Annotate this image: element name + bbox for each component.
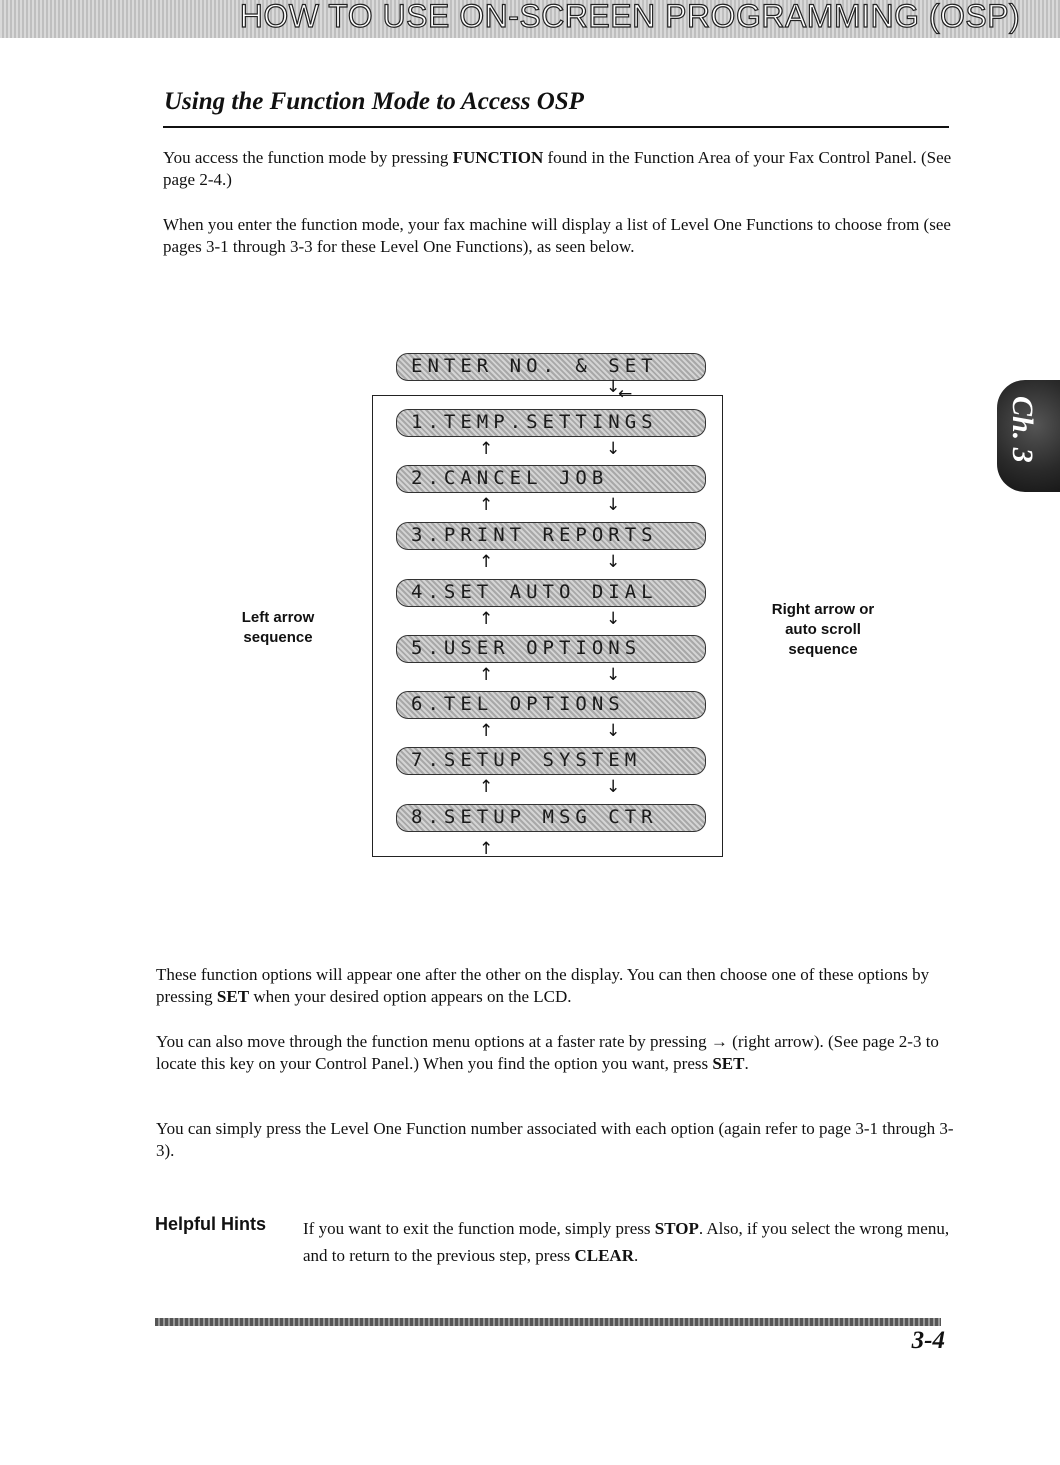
left-arrow-sequence-label: Left arrow sequence [241, 609, 315, 646]
down-arrow-icon: ↓ [606, 377, 621, 397]
up-arrow-icon: ↑ [479, 839, 494, 859]
lcd-prompt: ENTER NO. & SET [396, 353, 706, 381]
intro-paragraph-1: You access the function mode by pressing FUNCTION found in the Function Area of your Fax Control Panel. (See page 2-4.) [163, 148, 952, 189]
lcd-menu-item: 1.TEMP.SETTINGS [396, 409, 706, 437]
down-arrow-icon: ↓ [606, 609, 621, 629]
section-rule [163, 126, 949, 128]
lcd-menu-item: 6.TEL OPTIONS [396, 691, 706, 719]
lcd-menu-item: 8.SETUP MSG CTR [396, 804, 706, 832]
up-arrow-icon: ↑ [479, 439, 494, 459]
lcd-menu-item: 3.PRINT REPORTS [396, 522, 706, 550]
body-paragraph-3: You can simply press the Level One Function number associated with each option (again refer to page 3-1 through 3-3). [156, 1119, 954, 1160]
down-arrow-icon: ↓ [606, 495, 621, 515]
helpful-hints-text: If you want to exit the function mode, simply press STOP. Also, if you select the wrong menu, and to return to the previous step, press CLEAR. [303, 1219, 950, 1265]
up-arrow-icon: ↑ [479, 609, 494, 629]
page-number: 3-4 [911, 1327, 945, 1354]
up-arrow-icon: ↑ [479, 777, 494, 797]
footer-rule [155, 1318, 941, 1326]
lcd-menu-item: 4.SET AUTO DIAL [396, 579, 706, 607]
up-arrow-icon: ↑ [479, 721, 494, 741]
helpful-hints-label: Helpful Hints [155, 1214, 266, 1234]
intro-paragraph-2: When you enter the function mode, your fax machine will display a list of Level One Functions to choose from (see pages 3-1 through 3-3 for these Level One Functions), as seen below. [163, 215, 951, 256]
down-arrow-icon: ↓ [606, 777, 621, 797]
right-arrow-sequence-label: Right arrow or auto scroll sequence [771, 601, 875, 658]
down-arrow-icon: ↓ [606, 439, 621, 459]
down-arrow-icon: ↓ [606, 552, 621, 572]
lcd-menu-item: 2.CANCEL JOB [396, 465, 706, 493]
lcd-menu-item: 7.SETUP SYSTEM [396, 747, 706, 775]
section-title: Using the Function Mode to Access OSP [164, 88, 584, 115]
page-header-title: HOW TO USE ON-SCREEN PROGRAMMING (OSP) [239, 0, 1021, 34]
up-arrow-icon: ↑ [479, 552, 494, 572]
body-paragraph-1: These function options will appear one after the other on the display. You can then choose one of these options by pressing SET when your desired option appears on the LCD. [156, 965, 930, 1006]
down-arrow-icon: ↓ [606, 665, 621, 685]
left-arrow-icon: ← [618, 384, 633, 404]
down-arrow-icon: ↓ [606, 721, 621, 741]
body-paragraph-2: You can also move through the function menu options at a faster rate by pressing → (right arrow). (See page 2-3 to locate this key on your Control Panel.) When you find the option you want, press SET. [156, 1032, 939, 1073]
chapter-tab-label: Ch. 3 [1006, 396, 1039, 463]
lcd-menu-item: 5.USER OPTIONS [396, 635, 706, 663]
up-arrow-icon: ↑ [479, 495, 494, 515]
up-arrow-icon: ↑ [479, 665, 494, 685]
